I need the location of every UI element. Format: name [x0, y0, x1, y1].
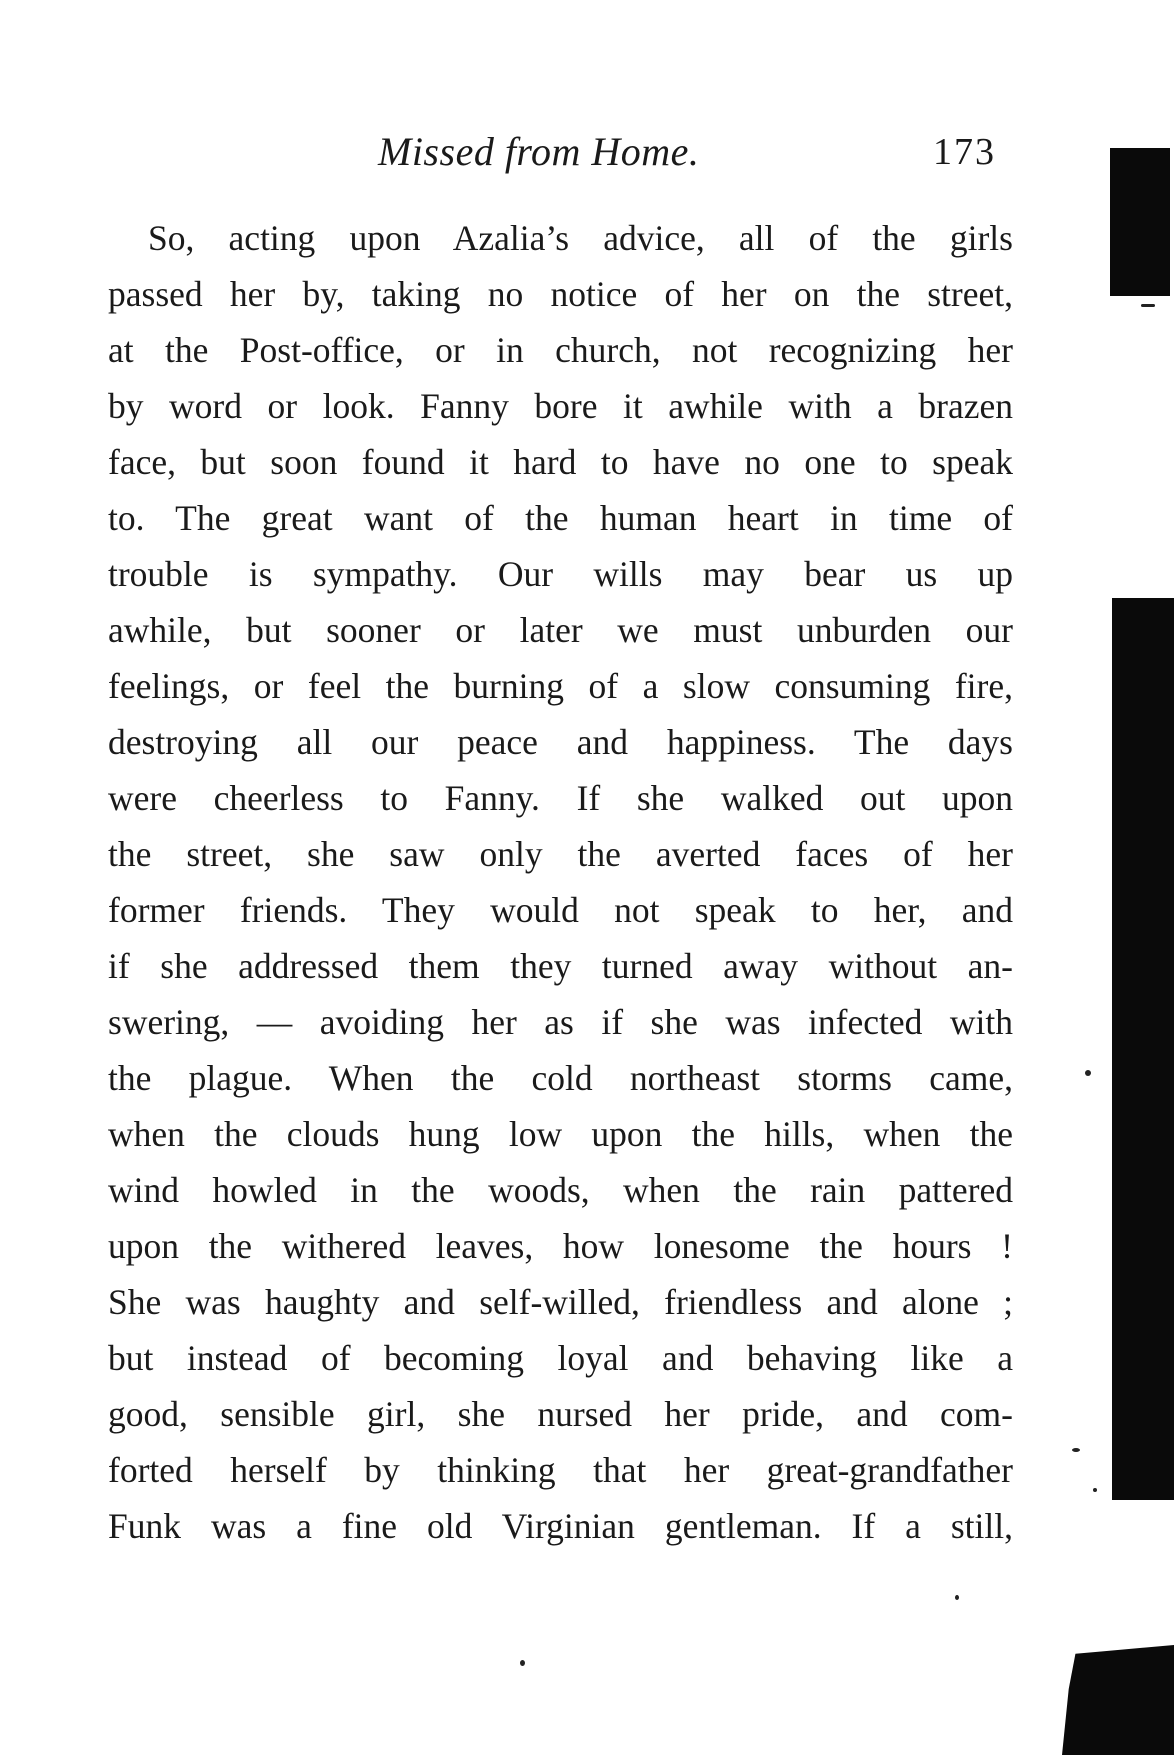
text-line: when the clouds hung low upon the hills, when the [108, 1114, 1013, 1154]
text-line: wind howled in the woods, when the rain pattered [108, 1170, 1013, 1210]
running-head [110, 128, 1110, 188]
body-text [108, 210, 1013, 1554]
text-line: face, but soon found it hard to have no one to speak [108, 442, 1013, 482]
text-line: the street, she saw only the averted faces of her [108, 834, 1013, 874]
text-line: good, sensible girl, she nursed her pride, and com- [108, 1394, 1013, 1434]
scan-speck [955, 1595, 959, 1600]
text-line: passed her by, taking no notice of her on the street, [108, 274, 1013, 314]
text-line: to. The great want of the human heart in time of [108, 498, 1013, 538]
text-line: former friends. They would not speak to her, and [108, 890, 1013, 930]
text-line: She was haughty and self-willed, friendless and alone ; [108, 1282, 1013, 1322]
text-line: So, acting upon Azalia’s advice, all of the girls [148, 218, 1013, 258]
text-line: feelings, or feel the burning of a slow consuming fire, [108, 666, 1013, 706]
text-line: but instead of becoming loyal and behaving like a [108, 1338, 1013, 1378]
text-line: trouble is sympathy. Our wills may bear us up [108, 554, 1013, 594]
text-line: if she addressed them they turned away without an- [108, 946, 1013, 986]
scan-speck [520, 1660, 525, 1666]
text-line: were cheerless to Fanny. If she walked out upon [108, 778, 1013, 818]
scan-edge-shadow [1110, 148, 1170, 296]
text-line: destroying all our peace and happiness. The days [108, 722, 1013, 762]
scan-edge-shadow [1112, 598, 1174, 1500]
running-title: Missed from Home. [378, 129, 700, 174]
scan-speck [1093, 1488, 1097, 1492]
text-line: upon the withered leaves, how lonesome the hours ! [108, 1226, 1013, 1266]
text-line: at the Post-office, or in church, not recognizing her [108, 330, 1013, 370]
scan-speck [1085, 1070, 1091, 1076]
text-line: by word or look. Fanny bore it awhile with a brazen [108, 386, 1013, 426]
scan-speck [1141, 304, 1155, 307]
text-line: Funk was a fine old Virginian gentleman. If a still, [108, 1506, 1013, 1546]
text-line: forted herself by thinking that her great-grandfather [108, 1450, 1013, 1490]
text-line: awhile, but sooner or later we must unburden our [108, 610, 1013, 650]
text-line: the plague. When the cold northeast storms came, [108, 1058, 1013, 1098]
page-number: 173 [933, 131, 996, 173]
scan-speck [1072, 1448, 1080, 1452]
scan-edge-shadow [1062, 1645, 1174, 1755]
text-line: swering, — avoiding her as if she was infected with [108, 1002, 1013, 1042]
